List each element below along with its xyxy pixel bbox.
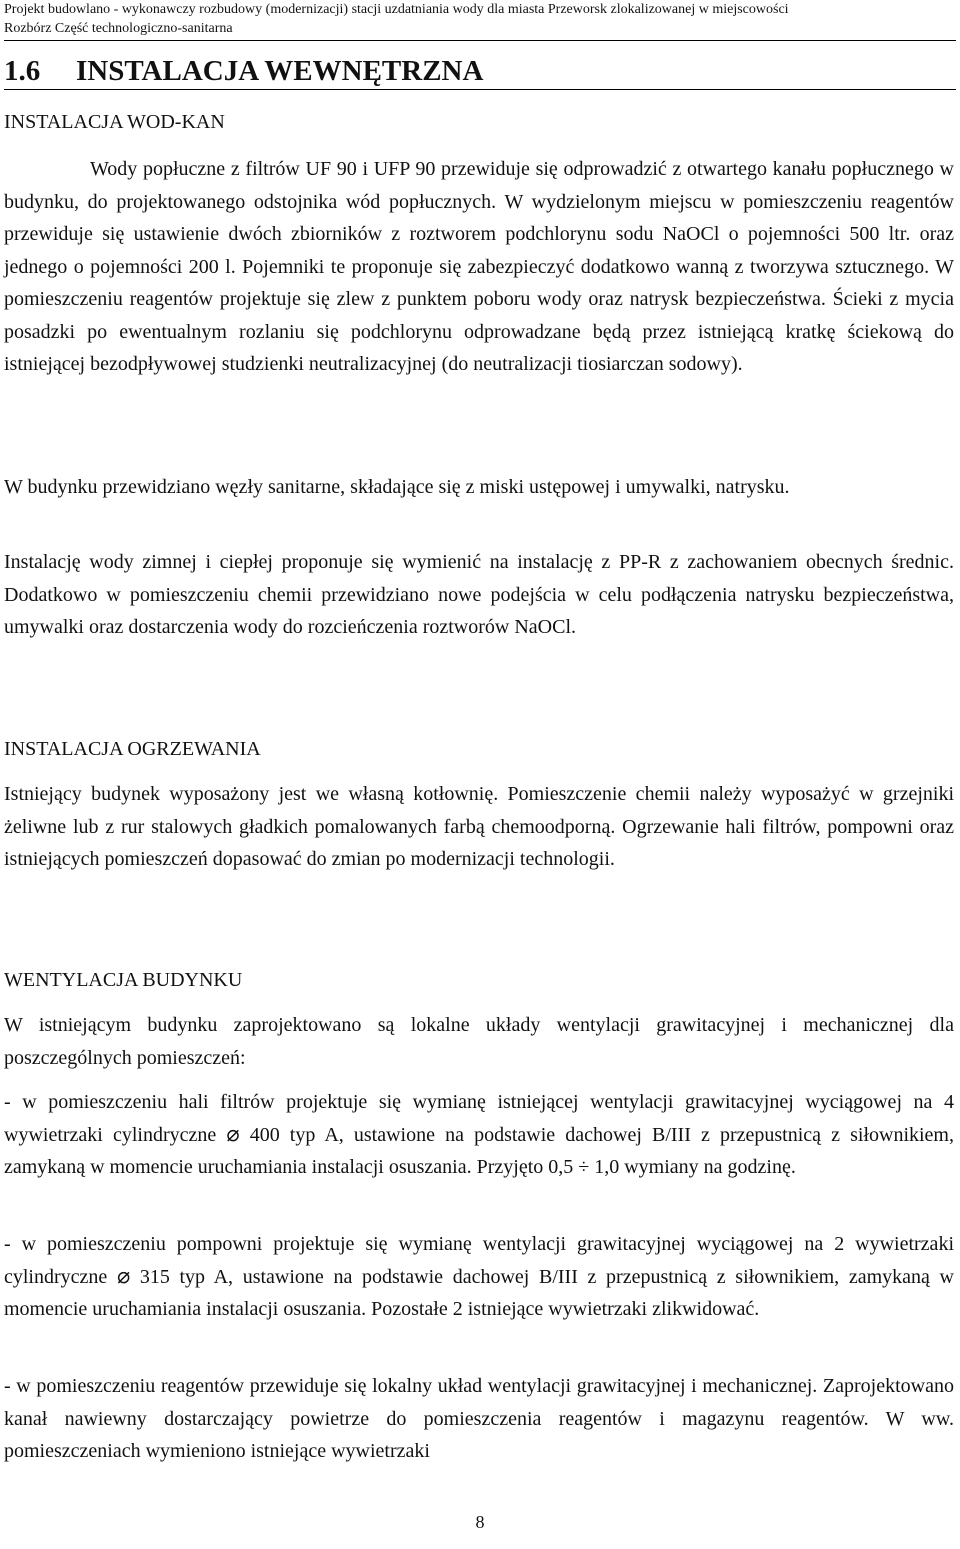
section-number: 1.6 — [4, 55, 41, 87]
header-line-1: Projekt budowlano - wykonawczy rozbudowy (modernizacji) stacji uzdatniania wody dla miasta Przeworsk zlokalizowanej w miejscowości — [4, 2, 789, 17]
diameter-symbol-icon: ⌀ — [116, 1263, 131, 1289]
diameter-symbol-icon: ⌀ — [226, 1121, 240, 1147]
paragraph-wentylacja-2 — [4, 1086, 954, 1184]
text-run: 1,0 wymiany na godzinę. — [589, 1156, 796, 1178]
paragraph-wentylacja-4: - w pomieszczeniu reagentów przewiduje się lokalny układ wentylacji grawitacyjnej i mechanicznej. Zaprojektowano kanał nawiewny dostarczający powietrze do pomieszczenia reagentów i magazynu reagentów. W ww. pomieszczeniach wymieniono istniejące wywietrzaki — [4, 1375, 954, 1462]
heading-ogrzewanie: INSTALACJA OGRZEWANIA — [4, 738, 261, 760]
range-symbol-icon: ÷ — [578, 1156, 590, 1178]
page-header — [4, 0, 956, 41]
heading-wentylacja: WENTYLACJA BUDYNKU — [4, 969, 243, 991]
text-run: 315 typ A, ustawione na podstawie dachowej B/III z przepustnicą z siłownikiem, zamykaną w momencie uruchamiania instalacji osuszania. Pozostałe 2 istniejące wywietrzaki zlikwidować. — [4, 1265, 954, 1320]
paragraph-wodkan-1: Wody popłuczne z filtrów UF 90 i UFP 90 przewiduje się odprowadzić z otwartego kanału popłucznego w budynku, do projektowanego odstojnika wód popłucznych. W wydzielonym miejscu w pomieszczeniu reagentów przewiduje się ustawienie dwóch zbiorników z roztworem podchlorynu sodu NaOCl o pojemności 500 ltr. oraz jednego o pojemności 200 l. Pojemniki te proponuje się zabezpieczyć dodatkowo wanną z tworzywa sztucznego. W pomieszczeniu reagentów projektuje się zlew z punktem poboru wody oraz natrysk bezpieczeństwa. Ścieki z mycia posadzki po ewentualnym rozlaniu się podchlorynu odprowadzane będą przez istniejącą kratkę ściekową do istniejącej bezodpływowej studzienki neutralizacyjnej (do neutralizacji tiosiarczan sodowy). — [4, 158, 954, 375]
paragraph-wentylacja-1: W istniejącym budynku zaprojektowano są lokalne układy wentylacji grawitacyjnej i mechanicznej dla poszczególnych pomieszczeń: — [4, 1014, 954, 1069]
section-title-text: INSTALACJA WEWNĘTRZNA — [76, 55, 484, 87]
section-title — [4, 53, 956, 90]
text-run: - w pomieszczeniu hali filtrów projektuje się wymianę istniejącej wentylacji grawitacyjnej wyciągowej na 4 wywietrzaki cylindryczne — [4, 1091, 954, 1146]
paragraph-wodkan-2: W budynku przewidziano węzły sanitarne, składające się z miski ustępowej i umywalki, natrysku. — [4, 476, 790, 498]
paragraph-ogrzewanie: Istniejący budynek wyposażony jest we własną kotłownię. Pomieszczenie chemii należy wyposażyć w grzejniki żeliwne lub z rur stalowych gładkich pomalowanych farbą chemoodporną. Ogrzewanie hali filtrów, pompowni oraz istniejących pomieszczeń dopasować do zmian po modernizacji technologii. — [4, 783, 954, 870]
header-line-2: Rozbórz Część technologiczno-sanitarna — [4, 21, 233, 36]
heading-wodkan: INSTALACJA WOD-KAN — [4, 111, 225, 133]
paragraph-wentylacja-3 — [4, 1228, 954, 1326]
paragraph-wodkan-3: Instalację wody zimnej i ciepłej proponuje się wymienić na instalację z PP-R z zachowaniem obecnych średnic. Dodatkowo w pomieszczeniu chemii przewidziano nowe podejścia w celu podłączenia natrysku bezpieczeństwa, umywalki oraz dostarczenia wody do rozcieńczenia roztworów NaOCl. — [4, 551, 954, 638]
text-run: 400 typ A, ustawione na podstawie dachowej B/III z przepustnicą z siłownikiem, zamykaną w momencie uruchamiania instalacji osuszania. Przyjęto 0,5 — [4, 1123, 954, 1178]
page-number: 8 — [475, 1512, 485, 1532]
text-run: - w pomieszczeniu pompowni projektuje się wymianę wentylacji grawitacyjnej wyciągowej na 2 wywietrzaki cylindryczne — [4, 1233, 954, 1288]
